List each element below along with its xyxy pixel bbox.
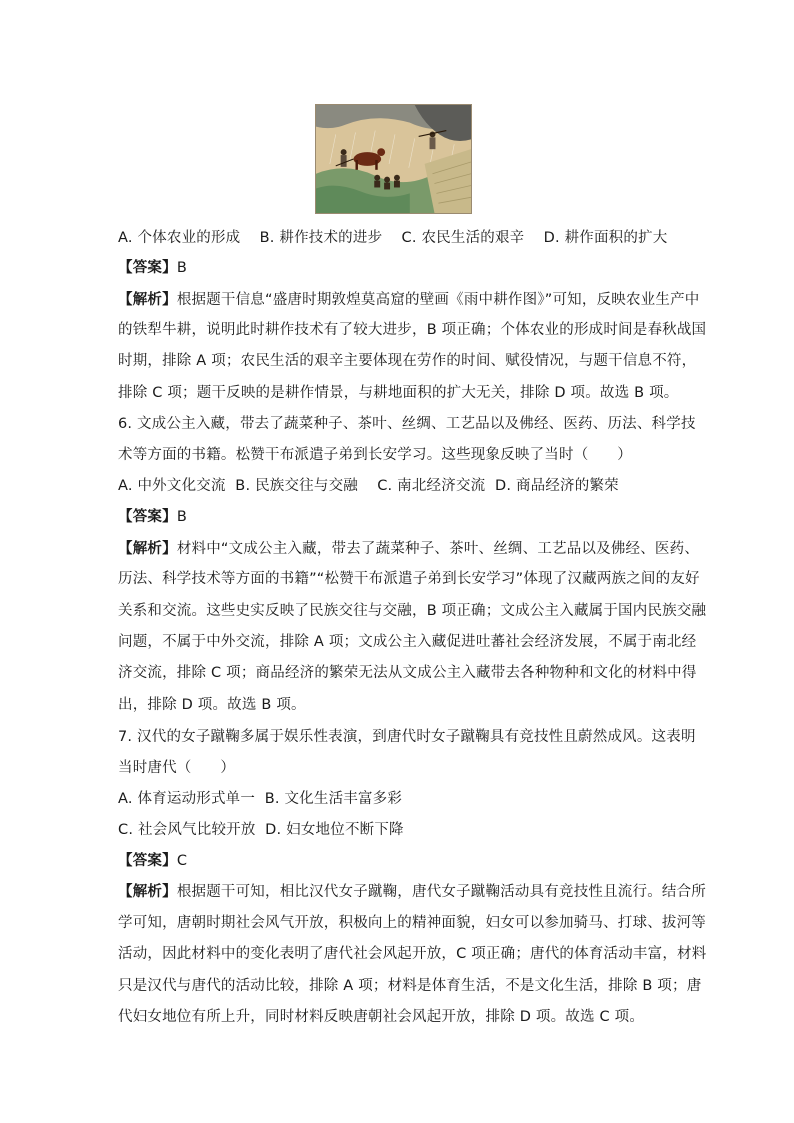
q7-stem-line: 7. 汉代的女子蹴鞠多属于娱乐性表演，到唐代时女子蹴鞠具有竞技性且蔚然成风。这表明 [118,729,696,745]
answer-label: 【答案】 [118,260,177,276]
q6-stem-line: 6. 文成公主入藏，带去了蔬菜种子、茶叶、丝绸、工艺品以及佛经、医药、历法、科学技 [118,416,696,432]
q7-answer [118,851,678,871]
mural-icon [316,105,471,213]
q6-analysis-line: 历法、科学技术等方面的书籍”“松赞干布派遣子弟到长安学习”体现了汉藏两族之间的友好 [118,571,700,587]
analysis-label: 【解析】 [118,541,177,557]
q6-analysis-line [118,539,700,559]
q5-options: A. 个体农业的形成 B. 耕作技术的进步 C. 农民生活的艰辛 D. 耕作面积的扩大 [118,230,668,246]
q6-analysis-line: 出，排除 D 项。故选 B 项。 [118,697,306,713]
q7-analysis-line: 活动，因此材料中的变化表明了唐代社会风起开放，C 项正确；唐代的体育活动丰富，材料 [118,946,707,962]
analysis-text: 根据题干可知，相比汉代女子蹴鞠，唐代女子蹴鞠活动具有竞技性且流行。结合所 [176,884,707,900]
q6-analysis-line: 济交流，排除 C 项；商品经济的繁荣无法从文成公主入藏带去各种物种和文化的材料中得 [118,665,697,681]
answer-value: B [176,260,187,276]
answer-label: 【答案】 [118,509,177,525]
q6-answer [118,507,678,527]
q7-option-line: C. 社会风气比较开放 D. 妇女地位不断下降 [118,822,404,838]
q7-stem-line: 当时唐代（ ） [118,760,236,776]
q7-analysis-line: 只是汉代与唐代的活动比较，排除 A 项；材料是体育生活，不是文化生活，排除 B 项；唐 [118,978,702,994]
q5-analysis-line: 的铁犁牛耕，说明此时耕作技术有了较大进步，B 项正确；个体农业的形成时间是春秋战国 [118,322,707,338]
q5-analysis-line: 时期，排除 A 项；农民生活的艰辛主要体现在劳作的时间、赋役情况，与题干信息不符， [118,353,697,369]
q7-option-line: A. 体育运动形式单一 B. 文化生活丰富多彩 [118,791,403,807]
q7-analysis-line [118,882,707,902]
analysis-label: 【解析】 [118,884,177,900]
q6-options: A. 中外文化交流 B. 民族交往与交融 C. 南北经济交流 D. 商品经济的繁荣 [118,478,619,494]
q5-analysis-line: 排除 C 项；题干反映的是耕作情景，与耕地面积的扩大无关，排除 D 项。故选 B 项。 [118,385,679,401]
q5-analysis-line [118,290,700,310]
q7-analysis-line: 学可知，唐朝时期社会风气开放，积极向上的精神面貌，妇女可以参加骑马、打球、拔河等 [118,915,706,931]
answer-value: C [176,853,188,869]
dunhuang-mural-image [315,104,472,214]
q5-answer [118,258,678,278]
q6-analysis-line: 关系和交流。这些史实反映了民族交往与交融，B 项正确；文成公主入藏属于国内民族交融 [118,603,707,619]
q7-analysis-line: 代妇女地位有所上升，同时材料反映唐朝社会风起开放，排除 D 项。故选 C 项。 [118,1009,645,1025]
analysis-text: 根据题干信息“盛唐时期敦煌莫高窟的壁画《雨中耕作图》”可知，反映农业生产中 [176,292,700,308]
answer-label: 【答案】 [118,853,177,869]
answer-value: B [176,509,187,525]
analysis-label: 【解析】 [118,292,177,308]
analysis-text: 材料中“文成公主入藏，带去了蔬菜种子、茶叶、丝绸、工艺品以及佛经、医药、 [176,541,700,557]
q6-analysis-line: 问题，不属于中外交流，排除 A 项；文成公主入藏促进吐蕃社会经济发展，不属于南北经 [118,634,697,650]
q6-stem-line: 术等方面的书籍。松赞干布派遣子弟到长安学习。这些现象反映了当时（ ） [118,447,632,463]
